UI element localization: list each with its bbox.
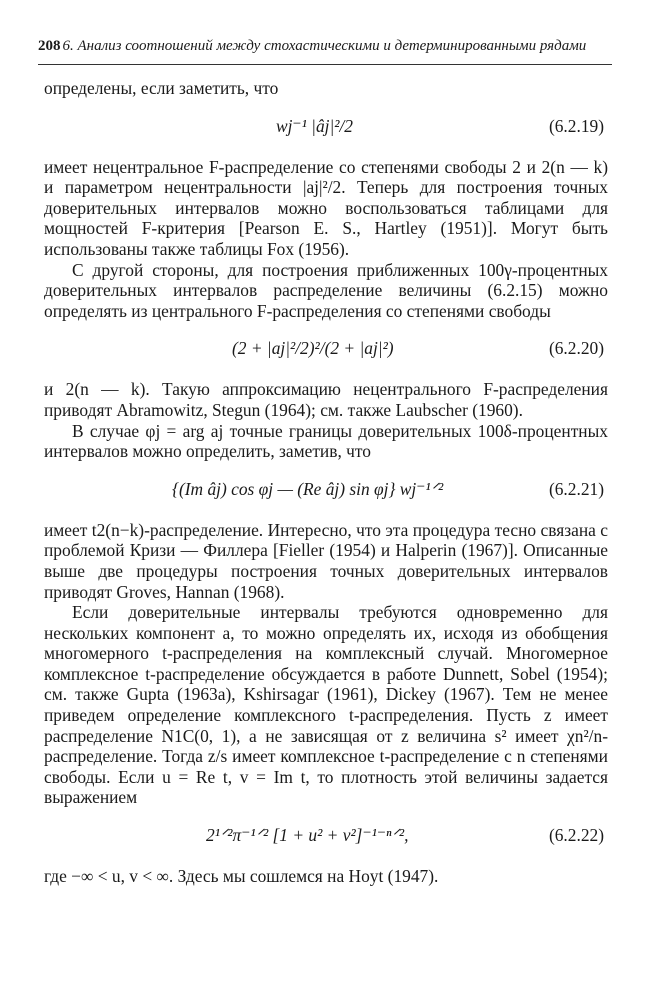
equation-expression: wj⁻¹ |âj|²/2 <box>276 115 354 136</box>
equation-6-2-22 <box>44 825 608 847</box>
equation-6-2-20 <box>44 338 608 360</box>
page-number: 208 <box>38 38 61 54</box>
paragraph-8: где −∞ < u, v < ∞. Здесь мы сошлемся на Hoyt (1947). <box>44 866 439 887</box>
equation-expression: {(Im âj) cos φj — (Re âj) sin φj} wj⁻¹ᐟ² <box>172 478 444 499</box>
paragraph-5: В случае φj = arg aj точные границы доверительных 100δ-процентных интервалов можно определить, заметив, что <box>44 420 608 462</box>
paragraph-3: С другой стороны, для построения приближенных 100γ-процентных доверительных интервалов распределение величины (6.2.15) можно определять из центрального F-распределения со степенями свободы <box>44 259 608 321</box>
equation-number: (6.2.20) <box>548 338 604 359</box>
equation-6-2-19 <box>44 116 608 138</box>
running-header <box>38 38 618 55</box>
paragraph-1: определены, если заметить, что <box>44 78 279 98</box>
equation-6-2-21 <box>44 479 608 501</box>
equation-number: (6.2.19) <box>548 115 604 136</box>
paragraph-2: имеет нецентральное F-распределение со степенями свободы 2 и 2(n — k) и параметром нецентральности |aj|²/2. Теперь для построения точных доверительных интервалов можно воспользоваться таблицами для мощностей F-критерия [Pearson E. S., Hartley (1951)]. Могут быть использованы также таблицы Fox (1956). <box>44 156 608 259</box>
paragraph-6: имеет t2(n−k)-распределение. Интересно, что эта процедура тесно связана с проблемой Кризи — Филлера [Fieller (1954) и Halperin (1967)]. Описанные выше две процедуры построения точных доверительных интервалов приводят Groves, Hannan (1968). <box>44 519 608 602</box>
header-rule <box>38 64 612 65</box>
paragraph-7: Если доверительные интервалы требуются одновременно для нескольких компонент a, то можно определять их, исходя из обобщения многомерного t-распределения на комплексный случай. Многомерное комплексное t-распределение обсуждается в работе Dunnett, Sobel (1954); см. также Gupta (1963a), Kshirsagar (1961), Dickey (1967). Тем не менее приведем определение комплексного t-распределения. Пусть z имеет распределение N1C(0, 1), а не зависящая от z величина s² имеет χn²/n-распределение. Тогда z/s имеет комплексное t-распределение с n степенями свободы. Если u = Re t, v = Im t, то плотность этой величины задается выражением <box>44 602 608 808</box>
paragraph-4: и 2(n — k). Такую аппроксимацию нецентрального F-распределения приводят Abramowitz, Stegun (1964); см. также Laubscher (1960). <box>44 379 608 420</box>
equation-expression: 2¹ᐟ²π⁻¹ᐟ² [1 + u² + v²]⁻¹⁻ⁿᐟ², <box>206 825 409 846</box>
equation-number: (6.2.22) <box>548 825 604 846</box>
equation-expression: (2 + |aj|²/2)²/(2 + |aj|²) <box>232 338 394 359</box>
equation-number: (6.2.21) <box>548 478 604 499</box>
page-body <box>44 78 608 887</box>
running-title: 6. Анализ соотношений между стохастическими и детерминированными рядами <box>62 38 587 54</box>
